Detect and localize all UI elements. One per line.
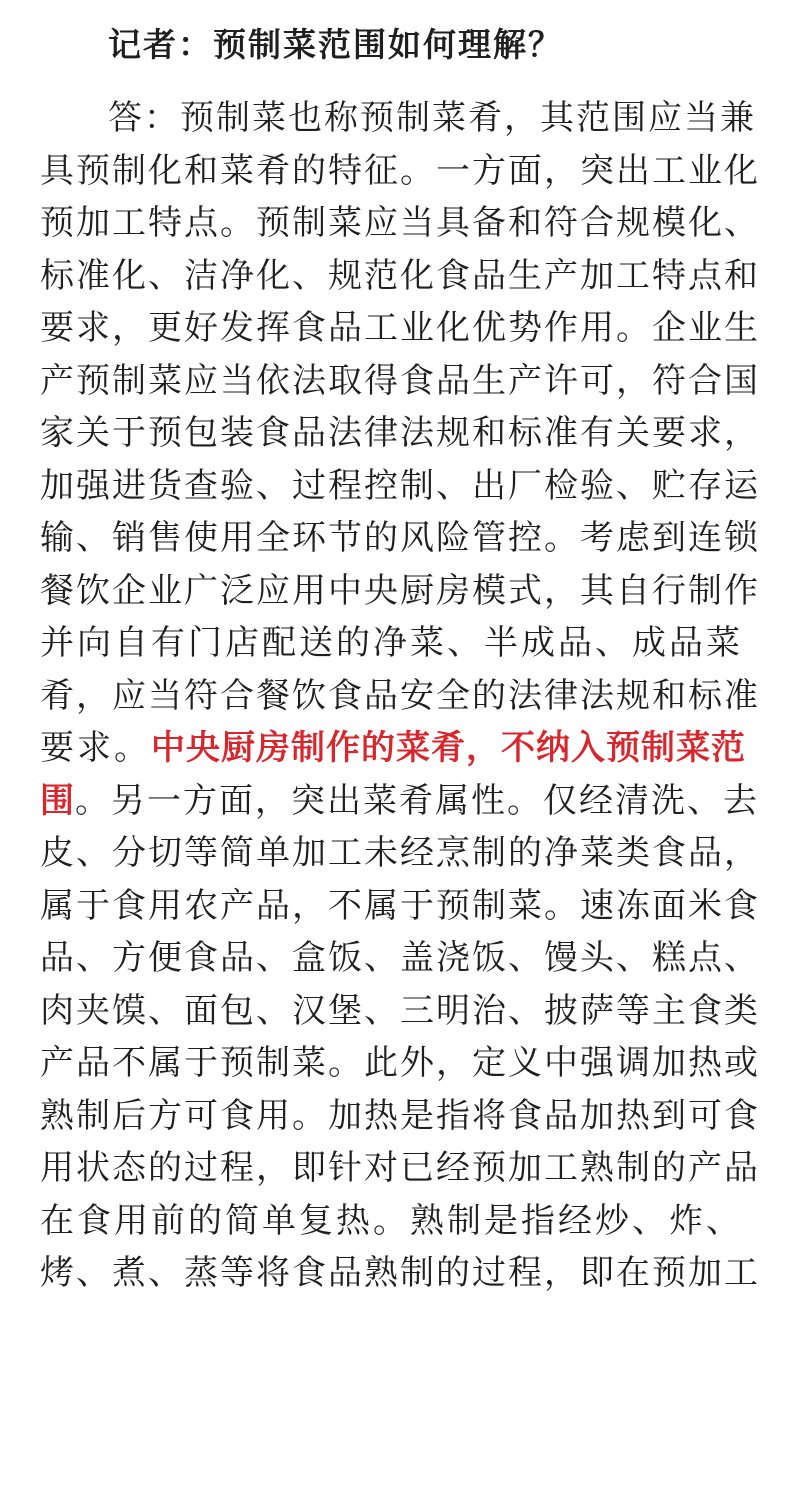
text-line — [40, 775, 760, 828]
text-line — [40, 565, 760, 618]
question-heading: 记者：预制菜范围如何理解？ — [108, 25, 563, 64]
text-line — [40, 670, 760, 723]
line-text: 餐饮企业广泛应用中央厨房模式，其自行制作 — [40, 570, 760, 611]
text-line — [40, 197, 760, 250]
line-text: 肴，应当符合餐饮食品安全的法律法规和标准 — [40, 675, 760, 716]
highlighted-text: 围 — [40, 780, 75, 821]
line-text: 用状态的过程，即针对已经预加工熟制的产品 — [40, 1148, 760, 1188]
line-text: 熟制后方可食用。加热是指将食品加热到可食 — [40, 1095, 760, 1136]
text-line — [40, 1037, 760, 1090]
line-text: 标准化、洁净化、规范化食品生产加工特点和 — [40, 255, 760, 296]
line-text: 皮、分切等简单加工未经烹制的净菜类食品， — [40, 833, 760, 873]
line-text: 答：预制菜也称预制菜肴，其范围应当兼 — [108, 98, 756, 138]
text-line — [40, 92, 760, 145]
line-text: 预加工特点。预制菜应当具备和符合规模化、 — [40, 203, 760, 243]
line-text: 产品不属于预制菜。此外，定义中强调加热或 — [40, 1043, 760, 1083]
text-line — [40, 1195, 760, 1248]
line-text: 家关于预包装食品法律法规和标准有关要求， — [40, 413, 760, 453]
line-text: 产预制菜应当依法取得食品生产许可，符合国 — [40, 360, 760, 401]
text-line — [40, 827, 760, 880]
text-line — [40, 250, 760, 303]
text-line — [40, 1247, 760, 1300]
text-line — [40, 932, 760, 985]
line-text: 肉夹馍、面包、汉堡、三明治、披萨等主食类 — [40, 990, 760, 1031]
text-line — [40, 407, 760, 460]
line-text: 加强进货查验、过程控制、出厂检验、贮存运 — [40, 465, 760, 506]
article — [40, 18, 760, 1300]
text-line — [40, 302, 760, 355]
line-text: 输、销售使用全环节的风险管控。考虑到连锁 — [40, 518, 760, 558]
line-text: 品、方便食品、盒饭、盖浇饭、馒头、糕点、 — [40, 938, 760, 978]
line-text: 并向自有门店配送的净菜、半成品、成品菜 — [40, 623, 743, 663]
line-text: 要求，更好发挥食品工业化优势作用。企业生 — [40, 308, 760, 348]
highlighted-text: 中央厨房制作的菜肴，不纳入预制菜范 — [151, 728, 746, 768]
line-text: 烤、煮、蒸等将食品熟制的过程，即在预加工 — [40, 1253, 760, 1293]
line-text: 属于食用农产品，不属于预制菜。速冻面米食 — [40, 885, 760, 926]
text-line — [40, 880, 760, 933]
line-text: 在食用前的简单复热。熟制是指经炒、炸、 — [40, 1200, 743, 1241]
line-text: 要求。 — [40, 728, 151, 768]
answer-paragraph — [40, 92, 760, 1300]
text-line — [40, 985, 760, 1038]
text-line — [40, 1090, 760, 1143]
text-line — [40, 617, 760, 670]
line-text: 具预制化和菜肴的特征。一方面，突出工业化 — [40, 150, 760, 191]
text-line — [40, 1142, 760, 1195]
text-line — [40, 145, 760, 198]
text-line — [40, 512, 760, 565]
text-line — [40, 460, 760, 513]
text-line — [40, 722, 760, 775]
text-line — [40, 355, 760, 408]
line-text: 。另一方面，突出菜肴属性。仅经清洗、去 — [75, 780, 759, 821]
